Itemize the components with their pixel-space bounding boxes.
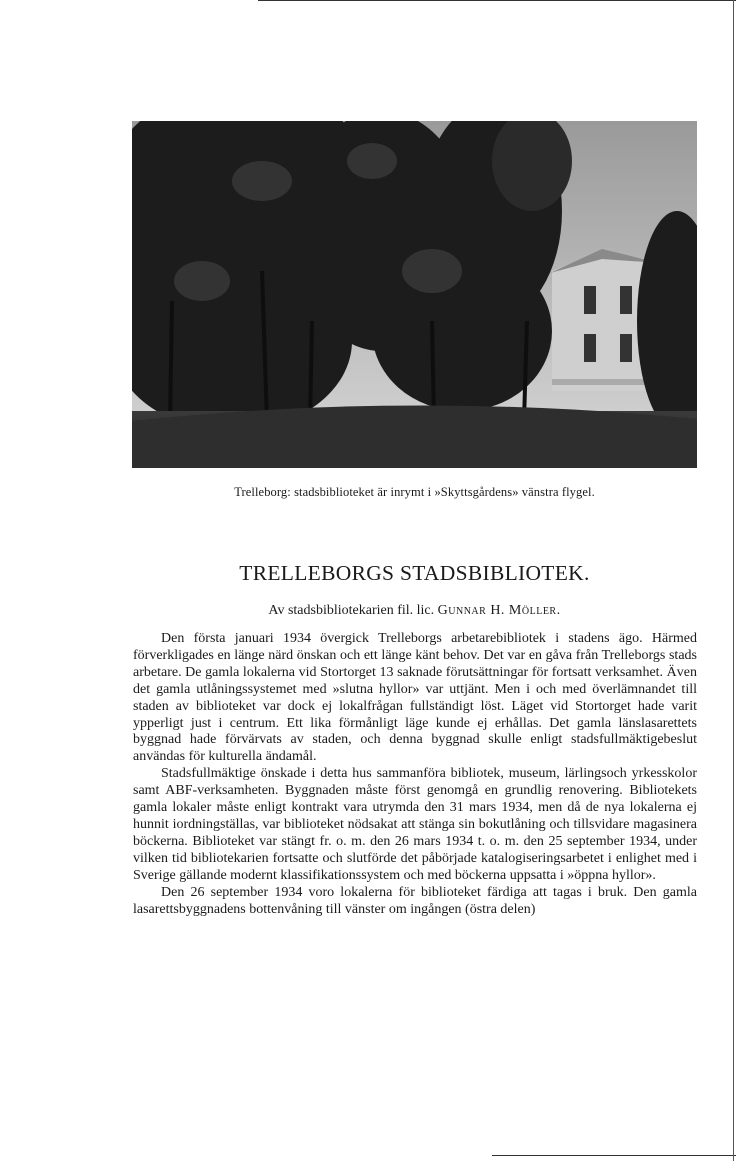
paragraph: Den 26 september 1934 voro lokalerna för biblioteket färdiga att tagas i bruk. Den gamla lasarettsbyggnadens bottenvåning till vänster om ingången (östra delen) bbox=[133, 884, 697, 917]
article-body bbox=[133, 631, 697, 918]
article-title: TRELLEBORGS STADSBIBLIOTEK. bbox=[239, 561, 590, 585]
author-name: Gunnar H. Möller. bbox=[437, 603, 561, 618]
paragraph: Stadsfullmäktige önskade i detta hus sammanföra bibliotek, museum, lärlingsoch yrkesskolor samt ABF-verksamheten. Byggnaden måste först genomgå en grundlig renovering. Bibliotekets gamla lokaler måste enligt kontrakt vara utrymda den 31 mars 1934, men då de nya lokalerna ej hunnit iordningställas, var biblioteket nödsakat att stänga sin bokutlåning och tillsvidare magasinera böckerna. Biblioteket var stängt fr. o. m. den 26 mars 1934 t. o. m. den 25 september 1934, under vilken tid bibliotekarien fortsatte och slutförde det påbörjade katalogiseringsarbetet i enlighet med i Sverige gällande modernt klassifikationssystem och med böckerna uppsatta i »öppna hyllor». bbox=[133, 766, 697, 883]
byline-prefix: Av stadsbibliotekarien fil. lic. bbox=[268, 603, 435, 618]
photo-caption: Trelleborg: stadsbiblioteket är inrymt i »Skyttsgårdens» vänstra flygel. bbox=[234, 485, 595, 499]
paragraph: Den första januari 1934 övergick Trelleborgs arbetarebibliotek i stadens ägo. Härmed förverkligades en länge närd önskan och ett länge känt behov. Det var en gåva från Trelleborgs stads arbetare. De gamla lokalerna vid Stortorget 13 saknade förutsättningar för fortsatt verksamhet. Även det gamla utlåningssystemet med »slutna hyllor» var uttjänt. Men i och med överlämnandet till staden av biblioteket var dock ej lokalfrågan fullständigt löst. Läget vid Stortorget hade varit ypperligt just i centrum. Ett lika förmånligt läge kunde ej erhållas. Det gamla länslasarettets byggnad hade förvärvats av staden, och denna byggnad skulle enligt stadsfullmäktigebeslut användas för kulturella ändamål. bbox=[133, 631, 697, 765]
top-rule bbox=[258, 0, 736, 1]
library-photograph bbox=[132, 121, 697, 468]
byline bbox=[132, 603, 697, 619]
bottom-rule bbox=[492, 1155, 736, 1156]
page-edge bbox=[733, 0, 734, 1161]
